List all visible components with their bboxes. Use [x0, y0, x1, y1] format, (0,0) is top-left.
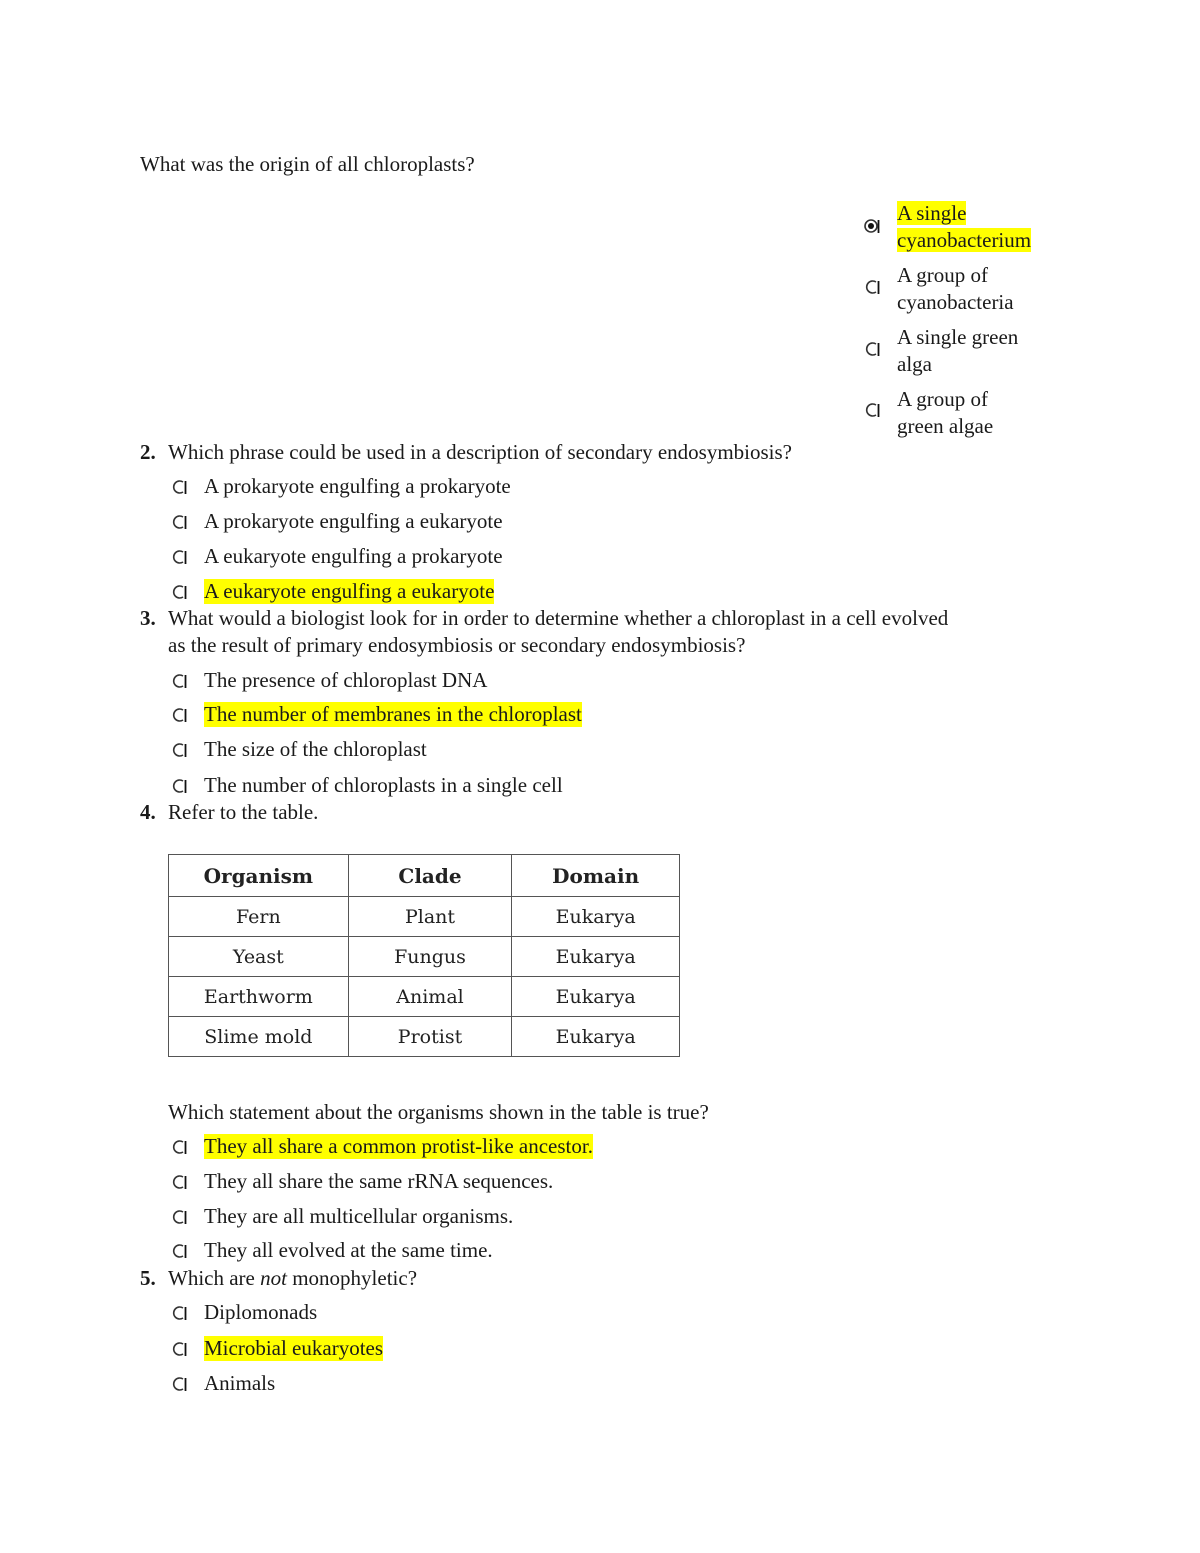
- radio-unselected-icon: [171, 584, 187, 600]
- radio-unselected-icon: [864, 402, 880, 418]
- q3-option-2-label: The number of membranes in the chloroplast: [204, 702, 582, 726]
- q3-option-1-radio[interactable]: [171, 673, 186, 688]
- q3-option-4-label: The number of chloroplasts in a single cell: [204, 773, 563, 797]
- table-header-cell: Clade: [348, 855, 512, 897]
- radio-unselected-icon: [171, 707, 187, 723]
- q3-option-4-radio[interactable]: [171, 778, 186, 793]
- q1-option-3-radio[interactable]: [864, 341, 879, 356]
- q4-option-1-label: They all share a common protist-like ancestor.: [204, 1134, 593, 1158]
- table-cell: Yeast: [169, 937, 349, 977]
- radio-selected-icon: [864, 218, 880, 234]
- q3-option-1-label: The presence of chloroplast DNA: [204, 668, 488, 692]
- table-row: [169, 897, 680, 937]
- table-cell: Slime mold: [169, 1017, 349, 1057]
- radio-unselected-icon: [171, 742, 187, 758]
- q5-option-2-radio[interactable]: [171, 1341, 186, 1356]
- question-4-text: Refer to the table.: [168, 800, 319, 824]
- table-cell: Eukarya: [512, 937, 680, 977]
- table-cell: Fungus: [348, 937, 512, 977]
- question-1-text: What was the origin of all chloroplasts?: [140, 152, 475, 176]
- radio-unselected-icon: [171, 1174, 187, 1190]
- radio-unselected-icon: [171, 479, 187, 495]
- question-5-text-after: monophyletic?: [286, 1266, 418, 1290]
- q4-option-1-radio[interactable]: [171, 1139, 186, 1154]
- question-4-number: 4.: [140, 800, 156, 824]
- q1-option-4-label: A group of green algae: [897, 387, 994, 438]
- q4-option-4-radio[interactable]: [171, 1243, 186, 1258]
- radio-unselected-icon: [171, 514, 187, 530]
- q5-option-1-label: Diplomonads: [204, 1300, 318, 1324]
- question-5-number: 5.: [140, 1266, 156, 1290]
- q3-option-3-radio[interactable]: [171, 742, 186, 757]
- table-cell: Eukarya: [512, 897, 680, 937]
- table-cell: Animal: [348, 977, 512, 1017]
- q1-option-2-label: A group of cyanobacteria: [897, 263, 1014, 314]
- q2-option-2-label: A prokaryote engulfing a eukaryote: [204, 509, 503, 533]
- q1-option-2-radio[interactable]: [864, 279, 879, 294]
- question-3-text-line-1: What would a biologist look for in order to determine whether a chloroplast in a cell evolved: [168, 606, 949, 630]
- table-cell: Eukarya: [512, 1017, 680, 1057]
- q2-option-1-label: A prokaryote engulfing a prokaryote: [204, 474, 511, 498]
- q2-option-3-label: A eukaryote engulfing a prokaryote: [204, 544, 503, 568]
- q2-option-3-radio[interactable]: [171, 549, 186, 564]
- q5-option-3-radio[interactable]: [171, 1376, 186, 1391]
- organism-table: [168, 854, 680, 1057]
- q2-option-2-radio[interactable]: [171, 514, 186, 529]
- q1-option-3-label: A single green alga: [897, 325, 1019, 376]
- q4-option-3-radio[interactable]: [171, 1209, 186, 1224]
- radio-unselected-icon: [864, 341, 880, 357]
- q5-option-2-label: Microbial eukaryotes: [204, 1336, 384, 1360]
- table-row: [169, 1017, 680, 1057]
- q1-option-1-label: A single cyanobacterium: [897, 201, 1032, 252]
- q1-option-4-radio[interactable]: [864, 402, 879, 417]
- table-row: [169, 937, 680, 977]
- q5-option-3-label: Animals: [204, 1371, 276, 1395]
- question-2-number: 2.: [140, 440, 156, 464]
- radio-unselected-icon: [864, 279, 880, 295]
- q4-option-2-label: They all share the same rRNA sequences.: [204, 1169, 554, 1193]
- table-header-cell: Organism: [169, 855, 349, 897]
- table-cell: Protist: [348, 1017, 512, 1057]
- question-5-text: [168, 1266, 417, 1291]
- table-header-row: [169, 855, 680, 897]
- question-3-text-line-2: as the result of primary endosymbiosis or secondary endosymbiosis?: [168, 633, 746, 657]
- radio-unselected-icon: [171, 778, 187, 794]
- q3-option-3-label: The size of the chloroplast: [204, 737, 427, 761]
- question-5-text-before: Which are: [168, 1266, 261, 1290]
- q3-option-2-radio[interactable]: [171, 707, 186, 722]
- radio-unselected-icon: [171, 549, 187, 565]
- question-2-text: Which phrase could be used in a description of secondary endosymbiosis?: [168, 440, 793, 464]
- q1-option-1-radio[interactable]: [864, 218, 879, 233]
- q2-option-4-radio[interactable]: [171, 584, 186, 599]
- table-cell: Fern: [169, 897, 349, 937]
- q4-option-4-label: They all evolved at the same time.: [204, 1238, 493, 1262]
- radio-unselected-icon: [171, 673, 187, 689]
- radio-unselected-icon: [171, 1305, 187, 1321]
- table-cell: Eukarya: [512, 977, 680, 1017]
- table-cell: Earthworm: [169, 977, 349, 1017]
- radio-unselected-icon: [171, 1376, 187, 1392]
- q2-option-4-label: A eukaryote engulfing a eukaryote: [204, 579, 495, 603]
- question-5-text-emphasis: not: [260, 1266, 287, 1290]
- question-3-number: 3.: [140, 606, 156, 630]
- q4-option-3-label: They are all multicellular organisms.: [204, 1204, 514, 1228]
- radio-unselected-icon: [171, 1243, 187, 1259]
- question-4-prompt: Which statement about the organisms shown in the table is true?: [168, 1100, 709, 1124]
- q2-option-1-radio[interactable]: [171, 479, 186, 494]
- table-header-cell: Domain: [512, 855, 680, 897]
- q4-option-2-radio[interactable]: [171, 1174, 186, 1189]
- table-cell: Plant: [348, 897, 512, 937]
- radio-unselected-icon: [171, 1209, 187, 1225]
- radio-unselected-icon: [171, 1341, 187, 1357]
- q5-option-1-radio[interactable]: [171, 1305, 186, 1320]
- table-row: [169, 977, 680, 1017]
- radio-unselected-icon: [171, 1139, 187, 1155]
